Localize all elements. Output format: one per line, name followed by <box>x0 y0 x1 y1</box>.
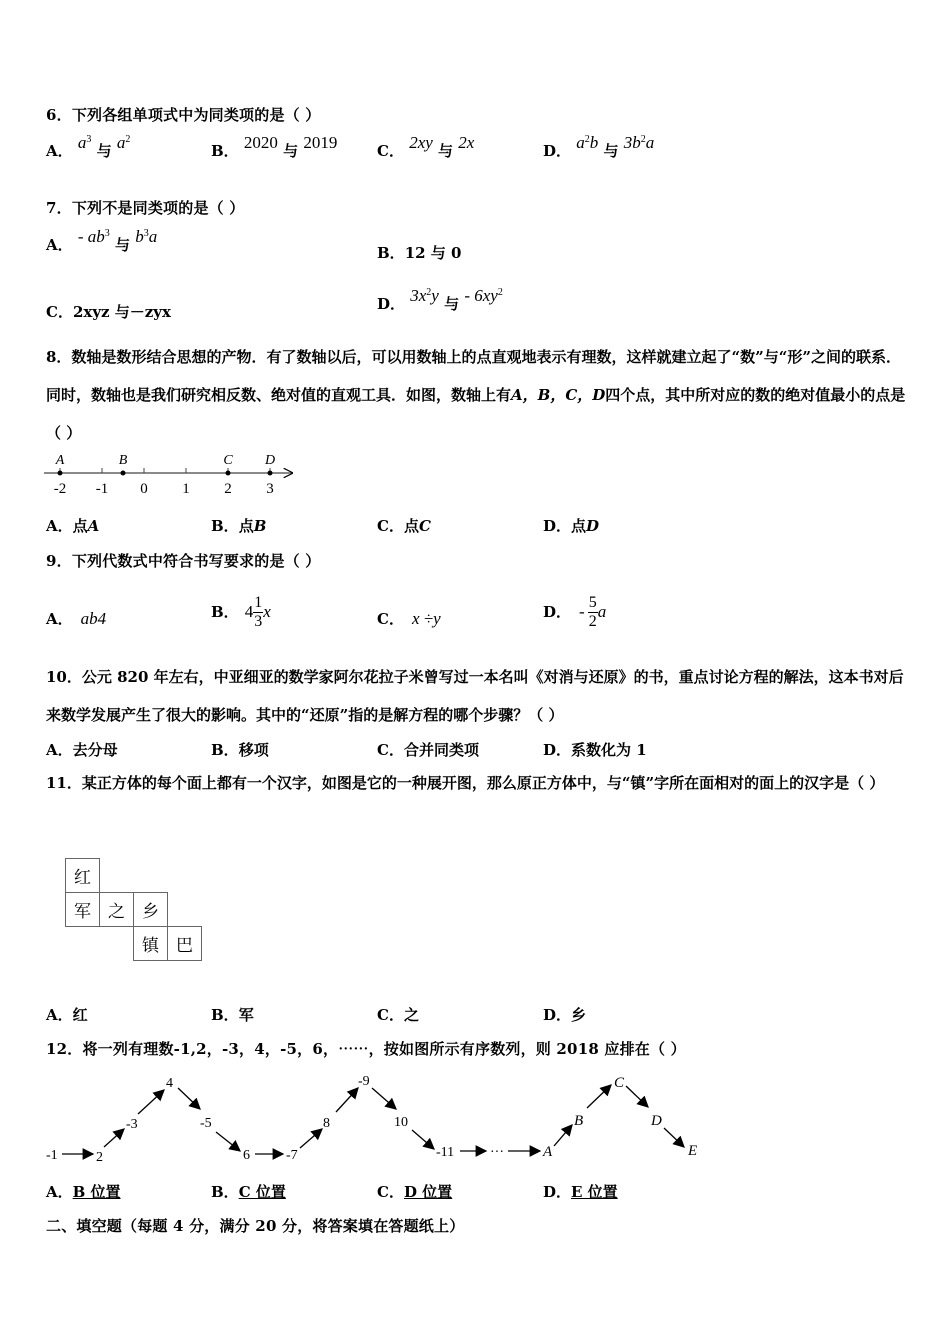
number-line-figure <box>40 448 300 496</box>
seq-letter-e: E <box>688 1143 698 1159</box>
q9-option-c: C． x ÷y <box>377 609 441 628</box>
q11-option-c: C．之 <box>377 1006 419 1024</box>
q8-stem-points: A，B，C，D <box>511 386 606 404</box>
q9-stem: 9．下列代数式中符合书写要求的是（ ） <box>46 552 321 570</box>
seq-num: 6 <box>243 1148 250 1163</box>
option-label: B． <box>377 244 405 262</box>
axis-tick-label: -1 <box>95 481 109 496</box>
q11-option-a: A．红 <box>46 1006 88 1024</box>
q6-c-left: 2xy <box>409 133 433 152</box>
seq-letter-d: D <box>651 1113 662 1129</box>
q8-option-d: D．点D <box>543 517 600 535</box>
q6-stem: 6．下列各组单项式中为同类项的是（ ） <box>46 106 321 124</box>
option-label: C． <box>377 142 404 160</box>
q6-b-right: 2019 <box>303 133 338 152</box>
q12-stem: 12．将一列有理数-1,2，-3，4，-5，6，⋯⋯，按如图所示有序数列，则 2018 应排在（ ） <box>46 1040 686 1058</box>
net-face-4: 乡 <box>134 893 168 927</box>
q6-a-left: a <box>77 133 87 152</box>
arrow <box>554 1125 572 1146</box>
q9-b-fraction: $\frac{1}{3}$ <box>254 593 263 630</box>
seq-num: 4 <box>166 1076 173 1091</box>
q8-option-b: B．点B <box>211 517 267 535</box>
q9-option-d: D． - $\frac{5}{2}$ a <box>543 593 607 630</box>
seq-num: -7 <box>286 1148 298 1163</box>
q6-a-right: a <box>116 133 126 152</box>
q10-option-a: A．去分母 <box>46 741 118 759</box>
arrow <box>412 1130 434 1149</box>
q7-option-a: A． - $ab^3$ 与 $b^3a$ <box>46 227 158 254</box>
q7-option-b <box>377 242 461 263</box>
q12-option-a: A．B 位置 <box>46 1183 121 1201</box>
seq-num: 2 <box>96 1150 103 1165</box>
seq-num: -11 <box>436 1145 455 1160</box>
axis-point-label: B <box>118 453 128 468</box>
q11-option-b: B．军 <box>211 1006 254 1024</box>
axis-tick-label: -2 <box>53 481 67 496</box>
option-label: C． <box>46 303 73 321</box>
q6-option-c: C． 2xy 与 2x <box>377 133 475 160</box>
arrow <box>138 1090 164 1114</box>
arrow <box>372 1088 396 1109</box>
option-label: A． <box>46 236 73 254</box>
seq-num: -1 <box>46 1148 58 1163</box>
axis-tick-label: 3 <box>266 481 274 496</box>
section-title: 二、填空题（每题 4 分，满分 20 分，将答案填在答题纸上） <box>46 1217 465 1235</box>
q9-option-a: A． ab4 <box>46 609 107 628</box>
seq-letter-a: A <box>543 1144 553 1160</box>
q11-stem: 11．某正方体的每个面上都有一个汉字，如图是它的一种展开图，那么原正方体中，与“镇”字所在面相对的面上的汉字是（ ） <box>46 774 885 792</box>
q8-option-a: A．点A <box>46 517 100 535</box>
arrow <box>104 1129 124 1147</box>
option-label: A． <box>46 142 73 160</box>
arrow <box>300 1129 322 1148</box>
axis-point-label: D <box>264 453 276 468</box>
seq-dots: ··· <box>490 1145 504 1160</box>
q10-option-c: C．合并同类项 <box>377 741 479 759</box>
option-label: D． <box>377 295 406 313</box>
axis-point-d <box>268 471 273 476</box>
q7-stem: 7．下列不是同类项的是（ ） <box>46 199 245 217</box>
sequence-figure <box>40 1068 720 1168</box>
axis-tick-label: 0 <box>140 481 148 496</box>
arrow <box>216 1132 240 1151</box>
seq-num: 8 <box>323 1116 330 1131</box>
cube-net-figure <box>65 858 202 961</box>
arrow <box>664 1128 684 1147</box>
q7-option-d: D． $3x^2y$ 与 - $6xy^2$ <box>377 286 503 313</box>
q6-b-left: 2020 <box>243 133 278 152</box>
axis-point-c <box>226 471 231 476</box>
net-face-5: 镇 <box>134 927 168 961</box>
seq-num: -3 <box>126 1117 138 1132</box>
seq-num: 10 <box>394 1115 408 1130</box>
axis-point-a <box>58 471 63 476</box>
q10-option-d: D．系数化为 1 <box>543 741 647 759</box>
option-label: B． <box>211 142 239 160</box>
arrow <box>587 1085 611 1108</box>
q11-option-d: D．乡 <box>543 1006 587 1024</box>
q10-stem: 10．公元 820 年左右，中亚细亚的数学家阿尔花拉子米曾写过一本名叫《对消与还原》的书，重点讨论方程的解法，这本书对后来数学发展产生了很大的影响。其中的“还原”指的是解方程的哪个步骤？（ ） <box>46 668 904 724</box>
q7-c-text: 2xyz 与－zyx <box>72 303 171 321</box>
q12-option-d: D．E 位置 <box>543 1183 618 1201</box>
option-label: D． <box>543 142 572 160</box>
q6-c-right: 2x <box>458 133 475 152</box>
q9-d-fraction: $\frac{5}{2}$ <box>588 593 597 630</box>
q6-option-a: A． $a^3$ 与 $a^2$ <box>46 133 131 160</box>
q12-option-c: C．D 位置 <box>377 1183 453 1201</box>
seq-num: -9 <box>358 1074 370 1089</box>
seq-letter-c: C <box>614 1075 625 1091</box>
net-face-2: 军 <box>66 893 100 927</box>
axis-tick-label: 2 <box>224 481 232 496</box>
seq-num: -5 <box>200 1116 212 1131</box>
arrow <box>178 1088 200 1109</box>
q10-option-b: B．移项 <box>211 741 269 759</box>
q9-a-expr: ab4 <box>80 609 107 628</box>
axis-point-b <box>121 471 126 476</box>
arrow <box>626 1086 648 1107</box>
net-face-6: 巴 <box>168 927 202 961</box>
net-face-1: 红 <box>66 859 100 893</box>
q9-c-expr: x ÷y <box>411 609 441 628</box>
q6-option-d: D． $a^2b$ 与 $3b^2a$ <box>543 133 655 160</box>
q12-option-b: B．C 位置 <box>211 1183 286 1201</box>
q6-option-b: B． 2020 与 2019 <box>211 133 338 160</box>
axis-point-label: C <box>223 453 233 468</box>
q9-option-b: B． 4 $\frac{1}{3}$ x <box>211 593 271 630</box>
q8-stem: 8．数轴是数形结合思想的产物．有了数轴以后，可以用数轴上的点直观地表示有理数，这样就建立起了“数”与“形”之间的联系．同时，数轴也是我们研究相反数、绝对值的直观工具．如图，数轴上有A，B，C，D四个点，其中所对应的数的绝对值最小的点是（ ） <box>46 348 906 442</box>
net-face-3: 之 <box>100 893 134 927</box>
seq-letter-b: B <box>574 1113 584 1129</box>
arrow <box>336 1088 358 1112</box>
q7-option-c <box>46 301 171 322</box>
q6-a-sep: 与 <box>96 142 112 160</box>
q7-b-text: 12 与 0 <box>404 244 462 262</box>
axis-point-label: A <box>55 453 65 468</box>
axis-tick-label: 1 <box>182 481 190 496</box>
q8-option-c: C．点C <box>377 517 431 535</box>
